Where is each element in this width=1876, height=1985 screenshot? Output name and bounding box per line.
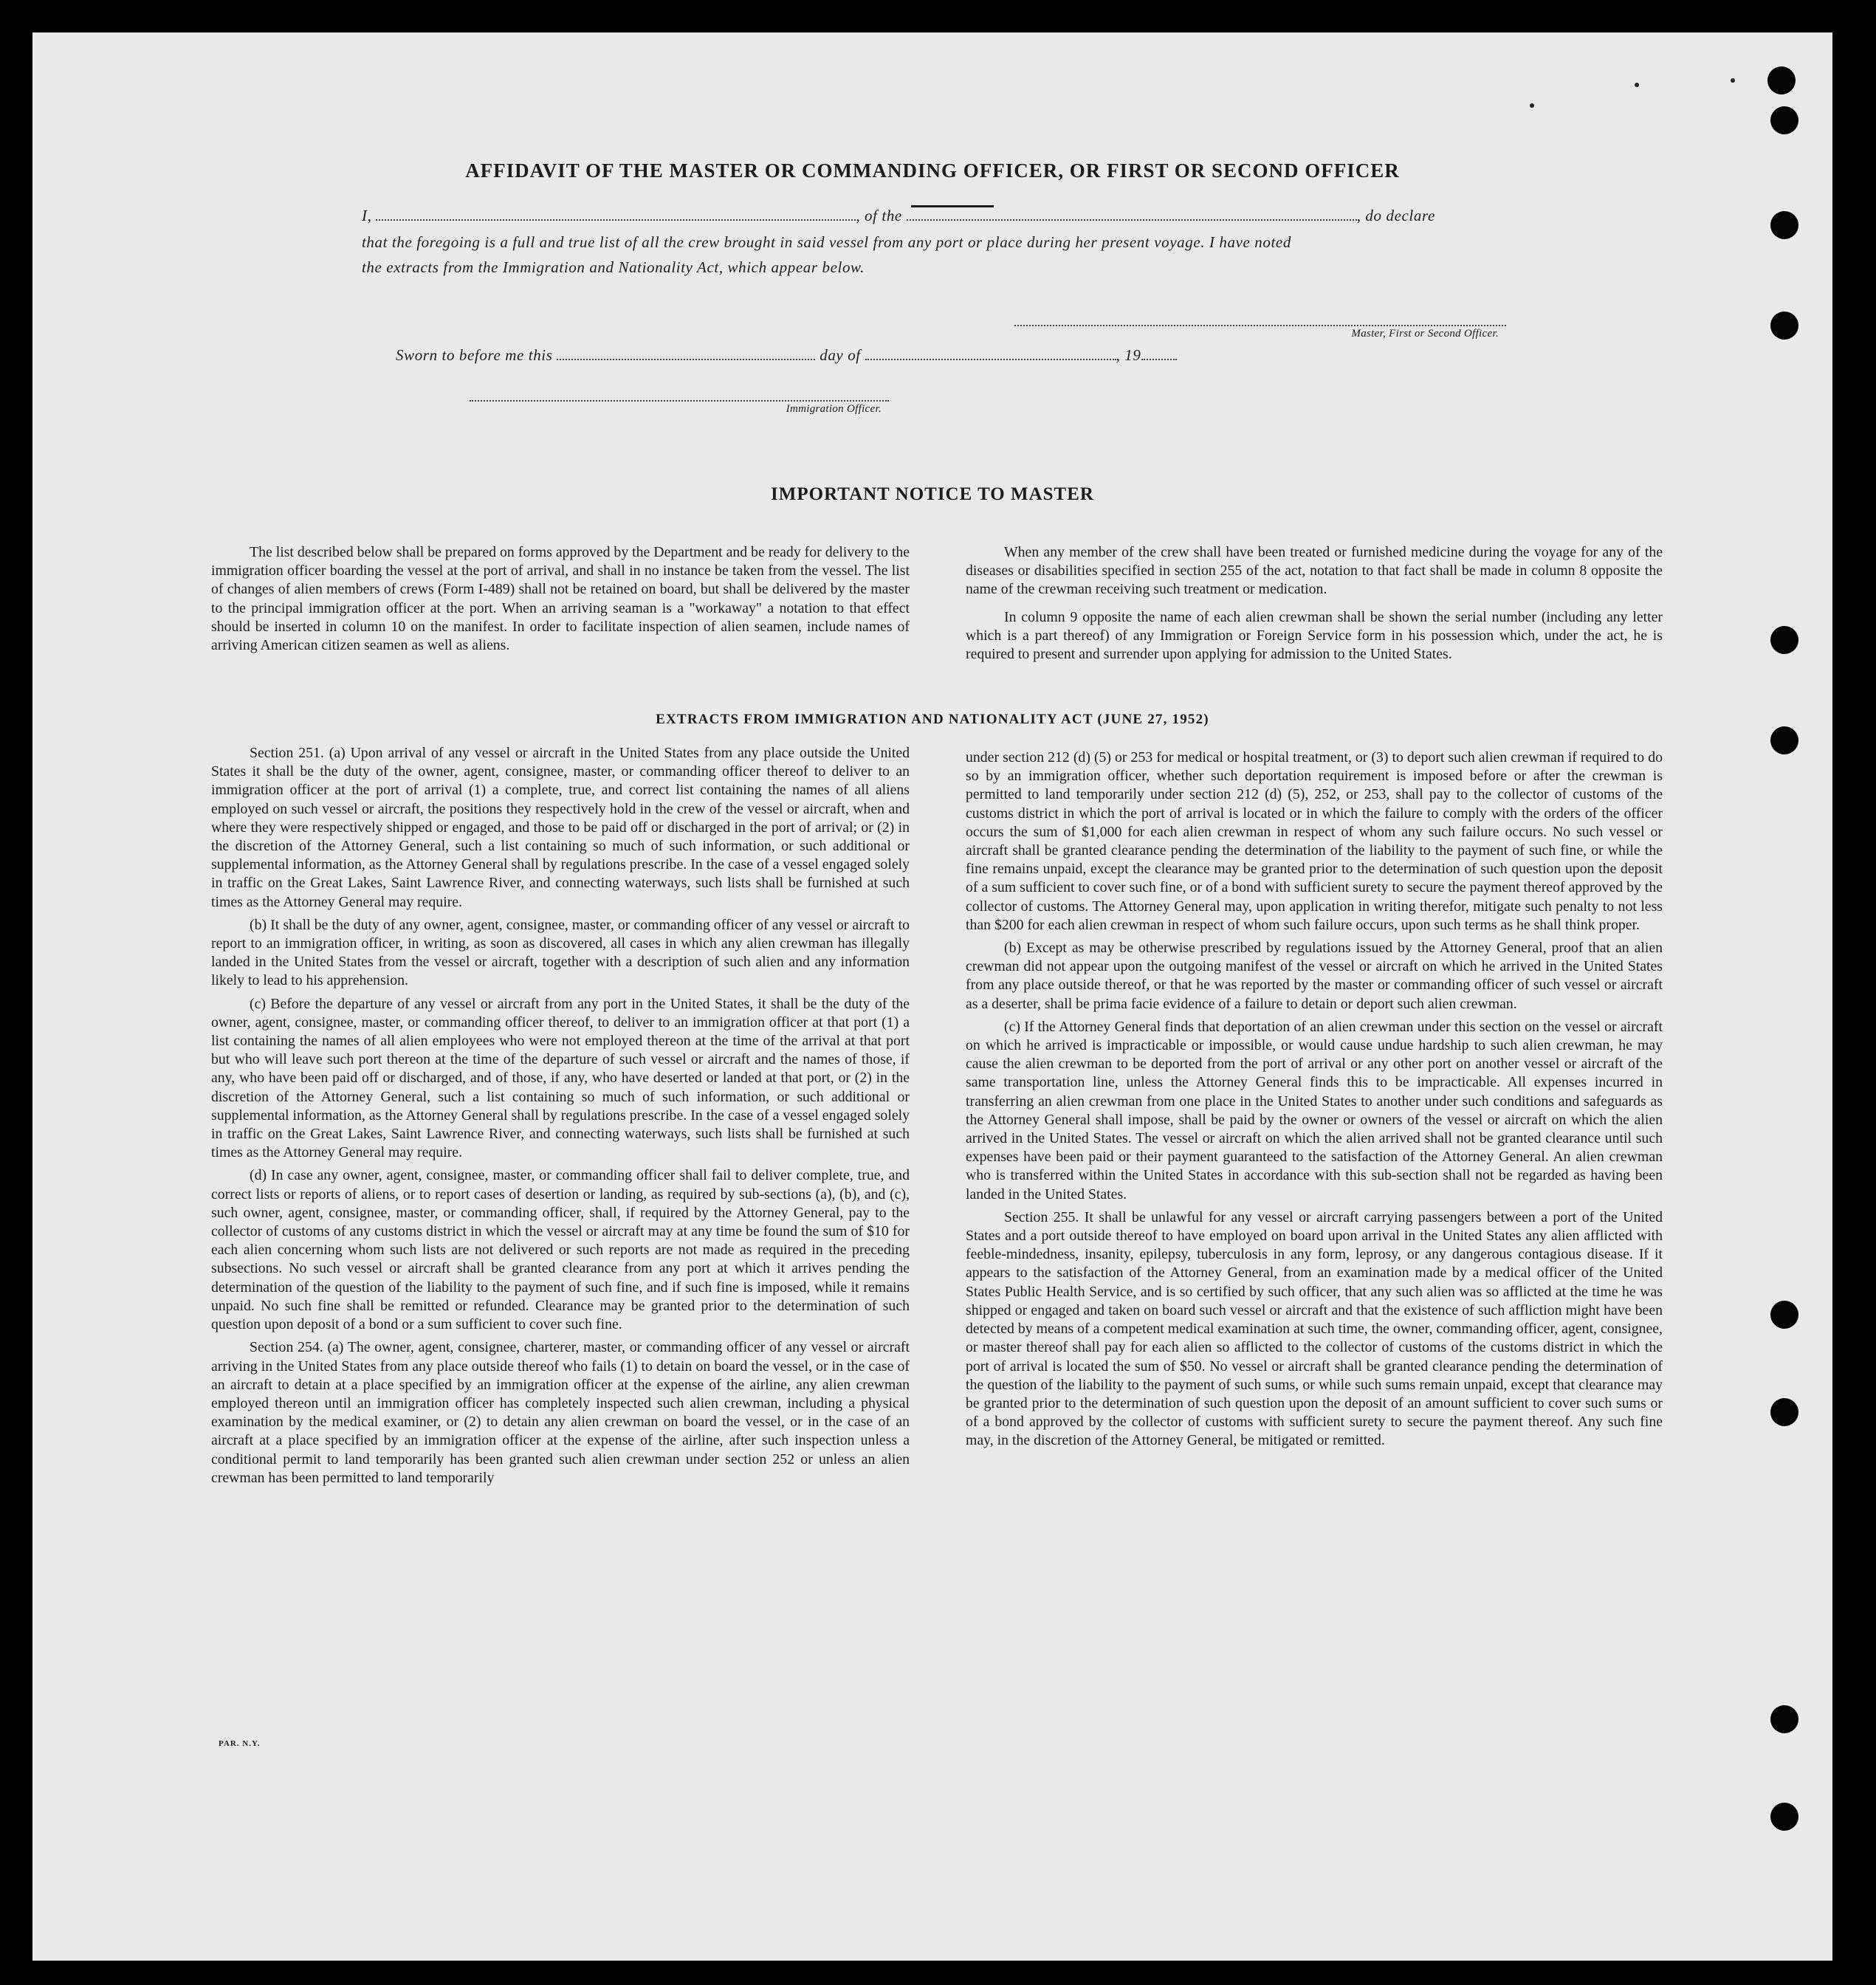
section-254-a: Section 254. (a) The owner, agent, consignee, charterer, master, or commanding officer of any vessel or aircraft arriving in the United States from any place outside thereof who fails (1) to detain on board the vessel, or in the case of an aircraft to detain at a place specified by an immigration officer at the expense of the airline, any alien crewman employed thereon until an immigration officer has completely inspected such alien crewman, including a physical examination by the medical examiner, or (2) to detain any alien crewman on board the vessel, or in the case of an aircraft at a place specified by an immigration officer at the expense of the airline, after such inspection unless a conditional permit to land temporarily has been granted such alien crewman under section 252 or unless an alien crewman has been permitted to land temporarily <box>211 1339 910 1486</box>
section-254-b: (b) Except as may be otherwise prescribed by regulations issued by the Attorney General, proof that an alien crewman did not appear upon the outgoing manifest of the vessel or aircraft on which he arrived in the United States from any place outside thereof, or that he was reported by the master or commanding officer of such vessel or aircraft as a deserter, shall be prima facie evidence of a failure to detain or deport such alien crewman. <box>966 940 1663 1012</box>
notice-left-column <box>211 543 910 655</box>
affidavit-title: AFFIDAVIT OF THE MASTER OR COMMANDING OFFICER, OR FIRST OR SECOND OFFICER <box>465 159 1400 182</box>
binder-hole <box>1770 1705 1798 1733</box>
master-signature-field[interactable] <box>1014 325 1506 326</box>
binder-hole <box>1770 1301 1798 1329</box>
binder-hole <box>1770 211 1798 239</box>
binder-hole <box>1770 626 1798 654</box>
binder-hole <box>1770 106 1798 134</box>
sworn-day-field[interactable] <box>557 348 815 360</box>
extracts-title: EXTRACTS FROM IMMIGRATION AND NATIONALITY ACT (JUNE 27, 1952) <box>656 712 1209 727</box>
scan-speck <box>1731 78 1735 83</box>
binder-hole <box>1770 1398 1798 1426</box>
officer-signature-caption: Immigration Officer. <box>786 403 882 415</box>
notice-right-paragraph-1: When any member of the crew shall have been treated or furnished medicine during the voyage for any of the diseases or disabilities specified in section 255 of the act, notation to that fact shall be made in column 8 opposite the name of the crewman receiving such treatment or medication. <box>966 544 1663 598</box>
section-254-a-continued: under section 212 (d) (5) or 253 for medical or hospital treatment, or (3) to deport such alien crewman if required to do so by an immigration officer, whether such deportation requirement is imposed before or after the crewman is permitted to land temporarily under section 212 (d) (5), 252, or 253, shall pay to the collector of customs of the customs district in which the port of arrival is located or in which the failure to comply with the orders of the officer occurs the sum of $1,000 for each alien crewman in respect of whom any such failure occurs. No such vessel or aircraft shall be granted clearance pending the determination of the liability to the payment of such fine, or while the fine remains unpaid, except the clearance may be granted prior to the determination of such question upon the deposit of a sum sufficient to cover such fine, or of a bond with sufficient surety to secure the payment thereof approved by the collector of customs. The Attorney General may, upon application in writing therefor, mitigate such penalty to not less than $200 for each alien crewman in respect of whom such failure occurs, upon such terms as he shall think proper. <box>966 749 1663 933</box>
sworn-year-field[interactable] <box>1141 348 1177 360</box>
master-signature-caption: Master, First or Second Officer. <box>1351 328 1499 340</box>
binder-hole <box>1770 1803 1798 1831</box>
sworn-line <box>396 346 1356 365</box>
document-page <box>32 32 1832 1961</box>
scan-speck <box>1635 83 1639 87</box>
notice-title: IMPORTANT NOTICE TO MASTER <box>771 484 1094 504</box>
declaration-line-2: the extracts from the Immigration and Nationality Act, which appear below. <box>362 258 865 276</box>
section-255: Section 255. It shall be unlawful for any vessel or aircraft carrying passengers between a port of the United States and a port outside thereof to have employed on board upon arrival in the United States any alien afflicted with feeble-mindedness, insanity, epilepsy, tuberculosis in any form, leprosy, or any dangerous contagious disease. If it appears to the satisfaction of the Attorney General, from an examination made by a medical officer of the United States Public Health Service, and is so certified by such officer, that any such alien was so afflicted at the time he was shipped or engaged and taken on board such vessel or aircraft and that the existence of such affliction might have been detected by means of a competent medical examination at such time, the owner, commanding officer, agent, consignee, or master thereof shall pay for each alien so afflicted to the collector of customs of the customs district in which the port of arrival is located the sum of $50. No vessel or aircraft shall be granted clearance pending the determination of the question of the liability to the payment of such sums, or while such sums remain unpaid, except that clearance may be granted prior to the determination of such question upon the deposit of an amount sufficient to cover such sums or of a bond approved by the collector of customs with sufficient surety to secure the payment thereof. Any such fine may, in the discretion of the Attorney General, be mitigated or remitted. <box>966 1208 1663 1449</box>
section-251-b: (b) It shall be the duty of any owner, agent, consignee, master, or commanding officer of any vessel or aircraft to report to an immigration officer, in writing, as soon as discovered, all cases in which any alien crewman has illegally landed in the United States from the vessel or aircraft, together with a description of such alien and any information likely to lead to his apprehension. <box>211 916 910 989</box>
sworn-month-field[interactable] <box>865 348 1116 360</box>
officer-signature-field[interactable] <box>470 400 889 402</box>
notice-left-paragraph: The list described below shall be prepared on forms approved by the Department and be ready for delivery to the immigration officer boarding the vessel at the port of arrival, and shall in no instance be taken from the vessel. The list of changes of alien members of crews (Form I-489) shall not be retained on board, but shall be delivered by the master to the principal immigration officer at the port. When an arriving seaman is a "workaway" a notation to that effect should be inserted in column 10 on the manifest. In order to facilitate inspection of alien seamen, include names of arriving American citizen seamen as well as aliens. <box>211 544 910 654</box>
binder-hole <box>1767 66 1796 94</box>
declarant-line <box>362 207 1543 225</box>
vessel-name-field[interactable] <box>907 209 1357 221</box>
extracts-right-column <box>966 749 1663 1451</box>
sworn-label: Sworn to before me this <box>396 346 553 364</box>
extracts-left-column <box>211 744 910 1487</box>
section-254-c: (c) If the Attorney General finds that deportation of an alien crewman under this section on the vessel or aircraft on which he arrived is impracticable or impossible, or would cause undue hardship to such alien crewman, he may cause the alien crewman to be deported from the port of arrival or any other port on another vessel or aircraft of the same transportation line, unless the Attorney General finds this to be impracticable. All expenses incurred in transferring an alien crewman from one place in the United States to another under such conditions and safeguards as the Attorney General shall impose, shall be paid by the owner or owners of the vessel or aircraft on which the alien arrived in the United States. The vessel or aircraft on which the alien arrived shall not be granted clearance until such expenses have been paid or their payment guaranteed to the satisfaction of the Attorney General. An alien crewman who is transferred within the United States in accordance with this sub-section shall not be regarded as having been landed in the United States. <box>966 1018 1663 1203</box>
declarant-name-field[interactable] <box>376 209 856 221</box>
declaration-line-1: that the foregoing is a full and true list of all the crew brought in said vessel from any port or place during her present voyage. I have noted <box>362 233 1291 251</box>
binder-hole <box>1770 312 1798 340</box>
of-the-label: , of the <box>856 207 902 224</box>
do-declare-label: , do declare <box>1356 207 1435 224</box>
year-label: , 19 <box>1116 346 1141 364</box>
printer-mark: PAR. N.Y. <box>219 1739 261 1748</box>
section-251-c: (c) Before the departure of any vessel or aircraft from any port in the United States, it shall be the duty of the owner, agent, consignee, master, or commanding officer thereof, to deliver to an immigration officer at that port (1) a list containing the names of all alien employees who were not employed thereon at the time of the arrival at that port but who will leave such port thereon at the time of the departure of such vessel or aircraft and the names of those, if any, who have been paid off or discharged, and of those, if any, who have deserted or landed at that port, or (2) in the discretion of the Attorney General, such a list containing so much of such information, or such additional or supplemental information, as the Attorney General shall by regulations prescribe. In the case of a vessel engaged solely in traffic on the Great Lakes, Saint Lawrence River, and connecting waterways, such lists shall be furnished at such times as the Attorney General may require. <box>211 995 910 1161</box>
binder-hole <box>1770 726 1798 754</box>
i-label: I, <box>362 207 372 224</box>
notice-right-column <box>966 543 1663 664</box>
section-251-d: (d) In case any owner, agent, consignee, master, or commanding officer shall fail to deliver complete, true, and correct lists or reports of aliens, or to report cases of desertion or landing, as required by sub-sections (a), (b), and (c), such owner, agent, consignee, master, or commanding officer, shall, if required by the Attorney General, pay to the collector of customs of any customs district in which the vessel or aircraft may at any time be found the sum of $10 for each alien concerning whom such lists are not delivered or such reports are not made as required in the preceding subsections. No such vessel or aircraft shall be granted clearance from any port at which it arrives pending the determination of the question of the liability to the payment of such fine, and if such fine is imposed, while it remains unpaid. No such fine shall be remitted or refunded. Clearance may be granted prior to the determination of such question upon deposit of a bond or a sum sufficient to cover such fine. <box>211 1167 910 1333</box>
scan-speck <box>1530 103 1534 108</box>
notice-right-paragraph-2: In column 9 opposite the name of each alien crewman shall be shown the serial number (including any letter which is a part thereof) of any Immigration or Foreign Service form in his possession which, under the act, he is required to present and surrender upon applying for admission to the United States. <box>966 608 1663 663</box>
day-of-label: day of <box>820 346 861 364</box>
section-251-a: Section 251. (a) Upon arrival of any vessel or aircraft in the United States from any place outside the United States it shall be the duty of the owner, agent, consignee, master, or commanding officer thereof to deliver to an immigration officer at the port of arrival (1) a complete, true, and correct list containing the names of all aliens employed on such vessel or aircraft, the positions they respectively hold in the crew of the vessel or aircraft, when and where they were respectively shipped or engaged, and those to be paid off or discharged in the port of arrival; or (2) in the discretion of the Attorney General, such a list containing so much of such information, or such additional or supplemental information, as the Attorney General shall by regulations prescribe. In the case of a vessel engaged solely in traffic on the Great Lakes, Saint Lawrence River, and connecting waterways, such lists shall be furnished at such times as the Attorney General may require. <box>211 745 910 910</box>
